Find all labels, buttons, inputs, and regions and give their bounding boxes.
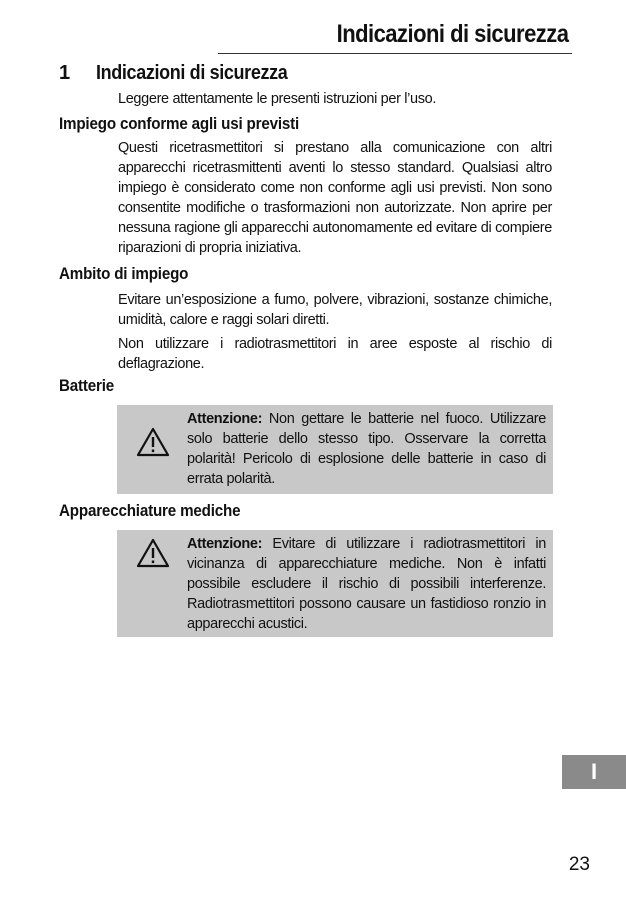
batteries-heading: Batterie <box>59 377 115 395</box>
section-number: 1 <box>59 62 71 84</box>
section-intro: Leggere attentamente le presenti istruzioni per l’uso. <box>118 91 437 107</box>
medical-heading: Apparecchiature mediche <box>59 502 241 520</box>
section-title: Indicazioni di sicurezza <box>96 62 288 84</box>
page-header-title: Indicazioni di sicurezza <box>336 20 568 48</box>
scope-paragraph-1: Evitare un’esposizione a fumo, polvere, vibrazioni, sostanze chimiche, umidità, calore e raggi solari diretti. <box>118 292 552 328</box>
warning-triangle-icon <box>136 538 170 568</box>
header-rule <box>218 53 572 54</box>
page-number: 23 <box>568 854 590 875</box>
scope-heading: Ambito di impiego <box>59 265 189 283</box>
language-tab: I <box>562 755 626 789</box>
intended-use-text: Questi ricetrasmettitori si prestano alla comunicazione con altri apparecchi ricetrasmittenti aventi lo stesso standard. Qualsiasi altro impiego è considerato come non conforme agli usi previsti. Non sono consentite modifiche o trasformazioni non autorizzate. Non aprire per nessuna ragione gli apparecchi autonomamente ed evitare di compiere riparazioni di propria iniziativa. <box>118 140 552 256</box>
medical-warning-body: Evitare di utilizzare i radiotrasmettitori in vicinanza di apparecchiature mediche. Non è infatti possibile escludere il rischio di possibili interferenze. Radiotrasmettitori possono causare un fastidioso ronzio in apparecchi acustici. <box>187 536 546 632</box>
scope-paragraph-2: Non utilizzare i radiotrasmettitori in aree esposte al rischio di deflagrazione. <box>118 336 552 372</box>
warning-triangle-icon <box>136 427 170 457</box>
batteries-warning-text <box>187 409 546 489</box>
intended-use-heading: Impiego conforme agli usi previsti <box>59 115 300 133</box>
batteries-warning-box <box>117 405 553 494</box>
medical-warning-text <box>187 534 546 634</box>
batteries-warning-body: Non gettare le batterie nel fuoco. Utilizzare solo batterie dello stesso tipo. Osservare la corretta polarità! Pericolo di esplosione delle batterie in caso di errata polarità. <box>187 411 546 487</box>
medical-warning-label: Attenzione: <box>187 536 263 552</box>
batteries-warning-label: Attenzione: <box>187 411 263 427</box>
medical-warning-box <box>117 530 553 637</box>
